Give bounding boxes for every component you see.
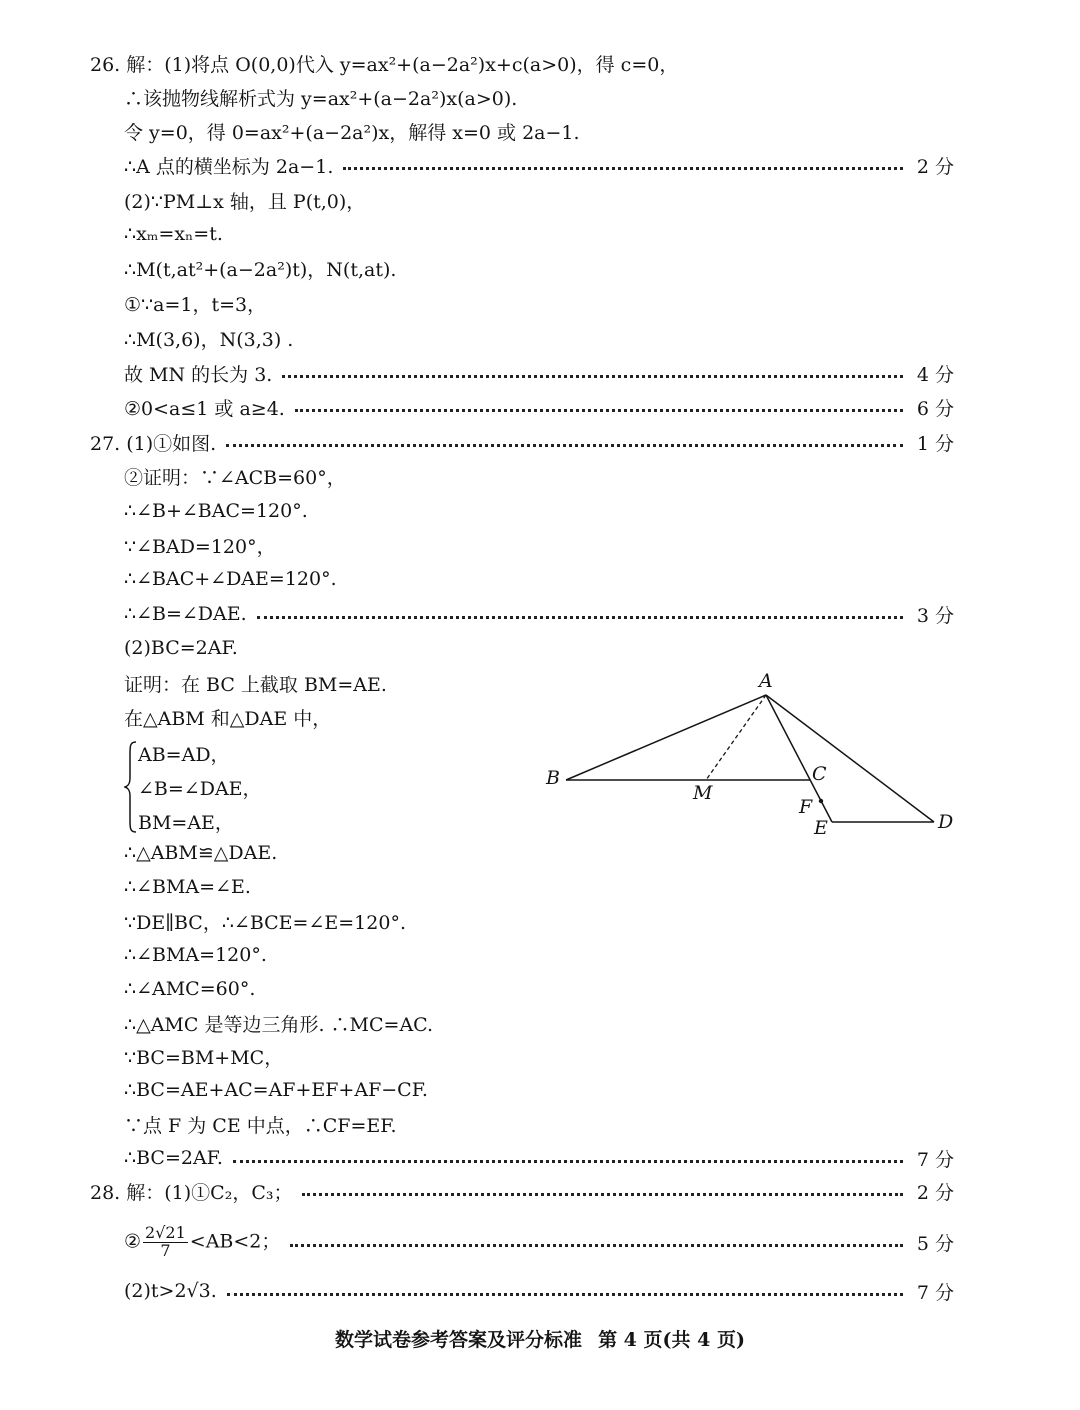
line-text: 28. 解：(1)①C₂，C₃；: [90, 1181, 293, 1204]
solution-line: [124, 1109, 954, 1139]
line-text: ∴BC=AE+AC=AF+EF+AF−CF.: [124, 1079, 428, 1101]
page-number: 第 4 页(共 4 页): [598, 1328, 745, 1351]
dot-leader: [295, 409, 903, 412]
line-text: ②证明：∵∠ACB=60°，: [124, 466, 346, 489]
solution-line: [124, 1041, 954, 1071]
solution-line: [124, 185, 954, 215]
solution-line: [124, 530, 954, 560]
left-brace-icon: [124, 740, 138, 834]
line-text: 在△ABM 和△DAE 中，: [124, 707, 332, 730]
solution-line: [124, 323, 954, 353]
label-b: B: [546, 767, 560, 789]
solution-line: [90, 1176, 954, 1206]
dot-leader: [226, 444, 903, 447]
line-text: 令 y=0，得 0=ax²+(a−2a²)x，解得 x=0 或 2a−1.: [124, 121, 580, 144]
solution-line: [124, 219, 954, 249]
solution-line: [124, 974, 954, 1004]
line-text: ∴∠AMC=60°.: [124, 978, 256, 1000]
solution-line: [124, 702, 524, 732]
line-text: ∴xₘ=xₙ=t.: [124, 223, 223, 245]
dot-leader: [290, 1244, 902, 1247]
line-text: (2)∵PM⊥x 轴，且 P(t,0)，: [124, 190, 366, 213]
segment-ad: [766, 695, 934, 822]
line-text: 27. (1)①如图.: [90, 432, 217, 455]
line-text: ∴A 点的横坐标为 2a−1.: [124, 155, 334, 178]
line-text: ∴M(t,at²+(a−2a²)t)，N(t,at).: [124, 258, 397, 281]
score-label: 7 分: [916, 1148, 954, 1171]
solution-line: [90, 48, 954, 78]
line-text: (2)BC=2AF.: [124, 637, 238, 659]
line-text: ∴∠B+∠BAC=120°.: [124, 500, 308, 522]
fraction: [143, 1222, 188, 1260]
line-text: ∵点 F 为 CE 中点，∴CF=EF.: [124, 1114, 397, 1137]
label-m: M: [693, 782, 713, 804]
line-text: ∴BC=2AF.: [124, 1147, 223, 1169]
solution-line: [124, 1075, 954, 1105]
solution-line: [124, 253, 954, 283]
dot-leader: [282, 375, 903, 378]
solution-line: [124, 116, 954, 146]
score-label: 7 分: [916, 1281, 954, 1304]
line-text: ∴∠BMA=120°.: [124, 944, 267, 966]
solution-line: [124, 1222, 954, 1262]
fraction-denominator: 7: [160, 1240, 171, 1260]
line-text: ∴∠BAC+∠DAE=120°.: [124, 568, 337, 590]
solution-line: [90, 427, 954, 457]
line-text: ∴△AMC 是等边三角形. ∴MC=AC.: [124, 1013, 434, 1036]
score-label: 1 分: [916, 432, 954, 455]
score-label: 5 分: [916, 1232, 954, 1255]
solution-line: [124, 633, 954, 663]
score-label: 3 分: [916, 604, 954, 627]
solution-line: [124, 599, 954, 629]
item-marker: ②: [124, 1230, 142, 1252]
solution-line: [124, 872, 954, 902]
line-text: ∴△ABM≌△DAE.: [124, 842, 278, 864]
solution-line: [124, 392, 954, 422]
line-text: ∵∠BAD=120°，: [124, 535, 276, 558]
score-label: 2 分: [916, 155, 954, 178]
solution-line: [124, 461, 954, 491]
score-label: 6 分: [916, 397, 954, 420]
solution-line: [124, 358, 954, 388]
solution-line: [124, 1276, 954, 1306]
label-a: A: [759, 670, 773, 692]
line-text: ①∵a=1，t=3，: [124, 293, 267, 316]
inequality-text: <AB<2；: [189, 1230, 281, 1252]
dot-leader: [227, 1293, 903, 1296]
line-text: ∵DE∥BC，∴∠BCE=∠E=120°.: [124, 911, 406, 934]
score-label: 4 分: [916, 363, 954, 386]
equation-system: [124, 738, 424, 834]
footer-title: 数学试卷参考答案及评分标准: [335, 1328, 583, 1351]
point-f: [819, 799, 823, 803]
score-label: 2 分: [916, 1181, 954, 1204]
system-row: ∠B=∠DAE，: [138, 777, 262, 800]
solution-line: [124, 1143, 954, 1173]
solution-line: [124, 668, 524, 698]
system-row: AB=AD，: [138, 743, 230, 766]
line-text: ∵BC=BM+MC，: [124, 1046, 284, 1069]
line-text: ∴∠BMA=∠E.: [124, 876, 251, 898]
solution-line: [124, 82, 954, 112]
solution-line: [124, 1008, 954, 1038]
line-text: ∴M(3,6)，N(3,3) .: [124, 328, 294, 351]
label-f: F: [799, 796, 813, 818]
line-text: ②0<a≤1 或 a≥4.: [124, 397, 285, 420]
page-footer: [0, 1322, 1080, 1354]
dot-leader: [343, 167, 903, 170]
dot-leader: [233, 1160, 903, 1163]
solution-line: [124, 496, 954, 526]
line-text: 证明：在 BC 上截取 BM=AE.: [124, 673, 387, 696]
label-e: E: [814, 817, 828, 839]
solution-line: [124, 564, 954, 594]
line-text: (2)t>2√3.: [124, 1280, 217, 1302]
solution-line: [124, 906, 954, 936]
solution-line: [124, 288, 954, 318]
fraction-numerator: 2√21: [145, 1222, 186, 1242]
line-text: [124, 1222, 281, 1260]
solution-line: [124, 940, 954, 970]
dot-leader: [302, 1193, 902, 1196]
system-row: BM=AE，: [138, 811, 234, 834]
label-d: D: [938, 811, 954, 833]
geometry-figure: [540, 668, 960, 843]
solution-line: [124, 150, 954, 180]
label-c: C: [812, 763, 827, 785]
line-text: 故 MN 的长为 3.: [124, 363, 273, 386]
line-text: 26. 解：(1)将点 O(0,0)代入 y=ax²+(a−2a²)x+c(a>0)，得 c=0，: [90, 53, 679, 76]
line-text: ∴该抛物线解析式为 y=ax²+(a−2a²)x(a>0).: [124, 87, 518, 110]
dot-leader: [257, 616, 903, 619]
line-text: ∴∠B=∠DAE.: [124, 603, 247, 625]
